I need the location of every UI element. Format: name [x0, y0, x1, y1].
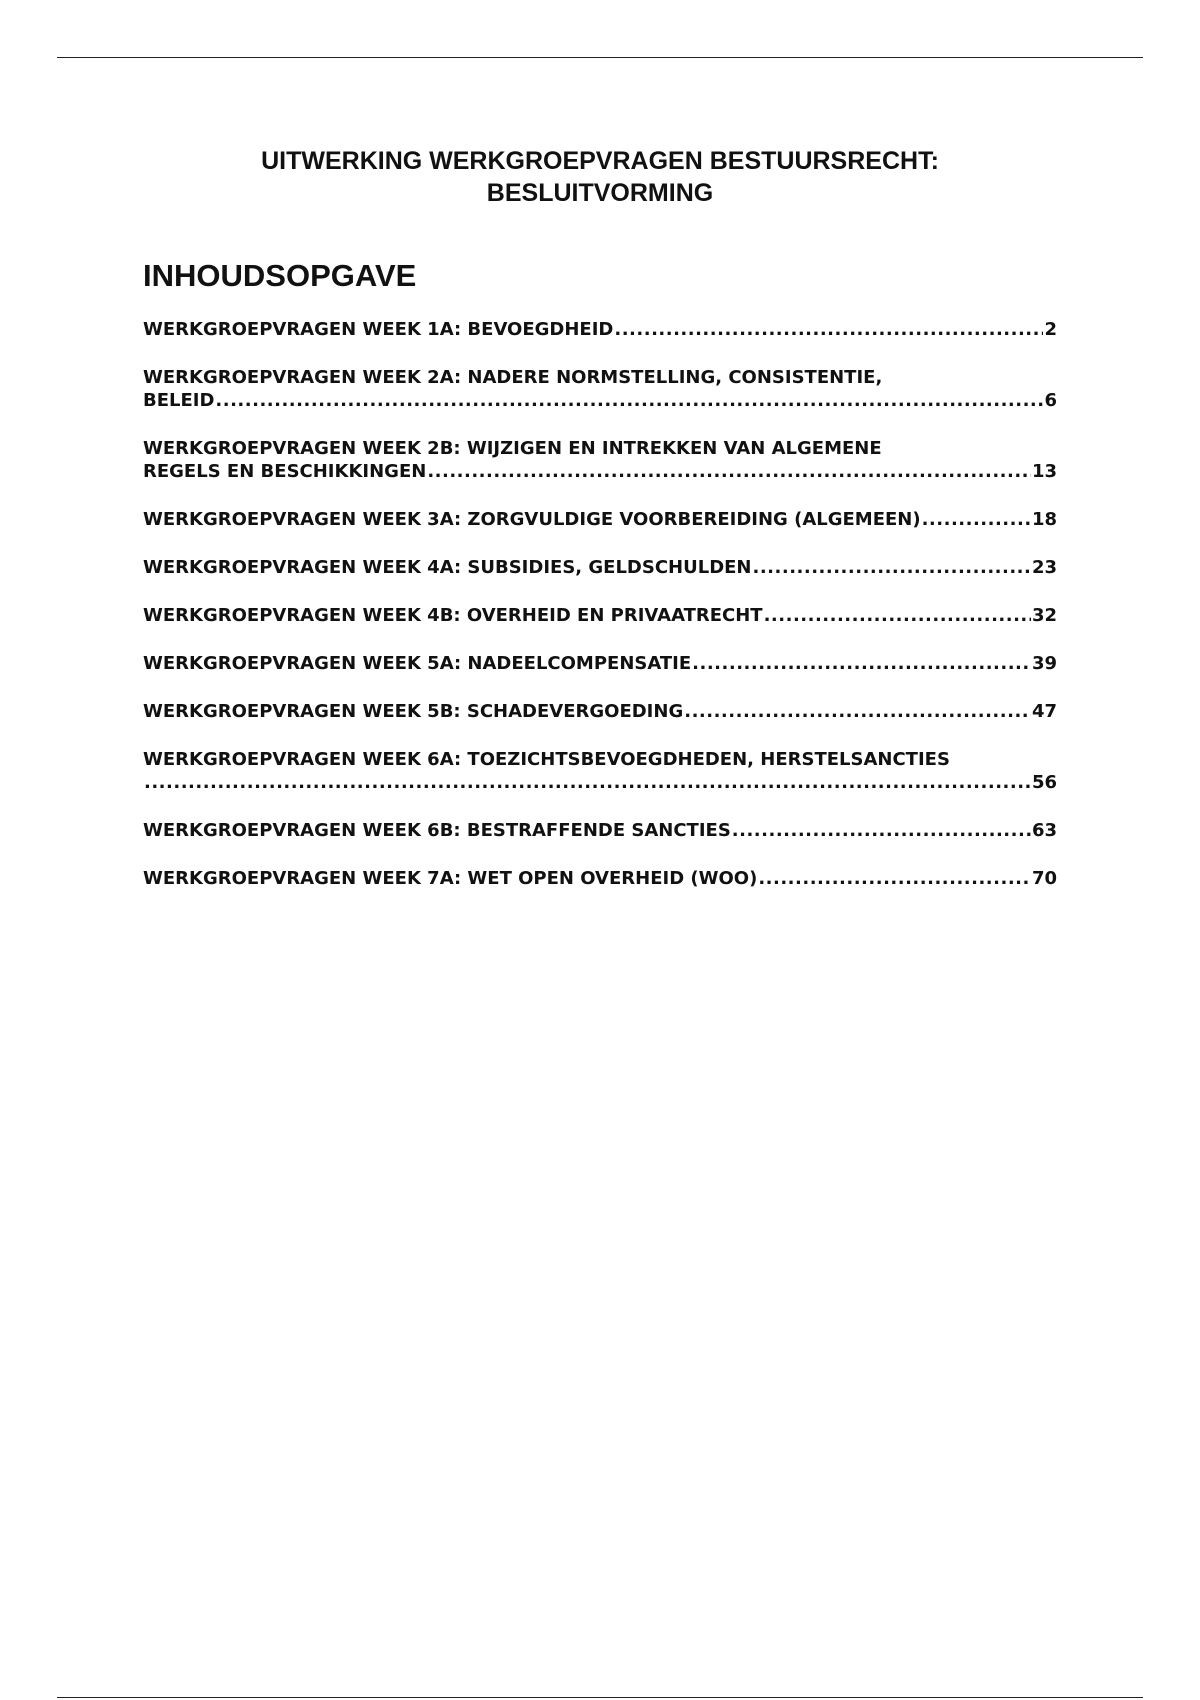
toc-entry[interactable]: [143, 700, 1057, 723]
toc-dot-leader: [215, 389, 1043, 412]
toc-entry-line: [143, 771, 1057, 794]
document-title-line: BESLUITVORMING: [486, 179, 714, 207]
toc-entry[interactable]: [143, 508, 1057, 531]
toc-page-number: 63: [1031, 820, 1057, 841]
toc-entry[interactable]: [143, 819, 1057, 842]
toc-entry-line: [143, 318, 1057, 341]
toc-page-number: 32: [1031, 605, 1057, 626]
toc-entry-line: [143, 652, 1057, 675]
toc-heading: INHOUDSOPGAVE: [143, 258, 417, 293]
toc-dot-leader: [764, 604, 1031, 627]
toc-dot-leader: [758, 867, 1031, 890]
toc-entry-line: [143, 748, 1057, 771]
toc-entry[interactable]: [143, 604, 1057, 627]
toc-dot-leader: [614, 318, 1043, 341]
toc-entry[interactable]: [143, 437, 1057, 483]
toc-entry-line: [143, 556, 1057, 579]
toc-dot-leader: [732, 819, 1031, 842]
toc-entry-line: [143, 460, 1057, 483]
toc-entry-title: WERKGROEPVRAGEN WEEK 5A: NADEELCOMPENSATIE: [143, 653, 692, 674]
toc-entry[interactable]: [143, 318, 1057, 341]
header-rule: [57, 57, 1143, 58]
toc-dot-leader: [922, 508, 1031, 531]
toc-dot-leader: [684, 700, 1031, 723]
toc-entry-title: WERKGROEPVRAGEN WEEK 1A: BEVOEGDHEID: [143, 319, 614, 340]
toc-page-number: 39: [1031, 653, 1057, 674]
toc-dot-leader: [144, 771, 1031, 794]
toc-entry-line: [143, 867, 1057, 890]
toc-page-number: 23: [1031, 557, 1057, 578]
toc-entry[interactable]: [143, 867, 1057, 890]
toc-entry[interactable]: [143, 556, 1057, 579]
toc-entry-line: [143, 508, 1057, 531]
toc-entry-line: [143, 389, 1057, 412]
toc-entry-title: WERKGROEPVRAGEN WEEK 6A: TOEZICHTSBEVOEGDHEDEN, HERSTELSANCTIES: [143, 749, 950, 770]
toc-page-number: 2: [1044, 319, 1057, 340]
toc-entry-title: WERKGROEPVRAGEN WEEK 4A: SUBSIDIES, GELDSCHULDEN: [143, 557, 752, 578]
toc-entry-line: [143, 437, 1057, 460]
toc-entry[interactable]: [143, 748, 1057, 794]
toc-entry-title: WERKGROEPVRAGEN WEEK 4B: OVERHEID EN PRIVAATRECHT: [143, 605, 763, 626]
toc-entry-title: WERKGROEPVRAGEN WEEK 7A: WET OPEN OVERHEID (WOO): [143, 868, 758, 889]
document-title: [143, 145, 1057, 209]
toc-entry-title: WERKGROEPVRAGEN WEEK 3A: ZORGVULDIGE VOORBEREIDING (ALGEMEEN): [143, 509, 921, 530]
toc-dot-leader: [692, 652, 1031, 675]
toc-entry-title: BELEID: [143, 390, 215, 411]
toc-entry-title: REGELS EN BESCHIKKINGEN: [143, 461, 427, 482]
toc-page-number: 47: [1031, 701, 1057, 722]
document-title-line: UITWERKING WERKGROEPVRAGEN BESTUURSRECHT:: [261, 147, 939, 175]
toc-page-number: 18: [1031, 509, 1057, 530]
toc-entry[interactable]: [143, 652, 1057, 675]
toc-page-number: 70: [1031, 868, 1057, 889]
toc-entry-line: [143, 366, 1057, 389]
toc-entry-line: [143, 819, 1057, 842]
toc-page-number: 56: [1031, 772, 1057, 793]
toc-entry-line: [143, 700, 1057, 723]
toc-dot-leader: [753, 556, 1031, 579]
toc-entry[interactable]: [143, 366, 1057, 412]
toc-entry-title: WERKGROEPVRAGEN WEEK 5B: SCHADEVERGOEDING: [143, 701, 684, 722]
footer-rule: [57, 1697, 1143, 1698]
toc-dot-leader: [427, 460, 1031, 483]
toc-page-number: 13: [1031, 461, 1057, 482]
toc-entry-title: WERKGROEPVRAGEN WEEK 2B: WIJZIGEN EN INTREKKEN VAN ALGEMENE: [143, 438, 882, 459]
table-of-contents: [143, 318, 1057, 915]
toc-entry-title: WERKGROEPVRAGEN WEEK 2A: NADERE NORMSTELLING, CONSISTENTIE,: [143, 367, 883, 388]
toc-entry-line: [143, 604, 1057, 627]
toc-entry-title: WERKGROEPVRAGEN WEEK 6B: BESTRAFFENDE SANCTIES: [143, 820, 731, 841]
toc-page-number: 6: [1044, 390, 1057, 411]
